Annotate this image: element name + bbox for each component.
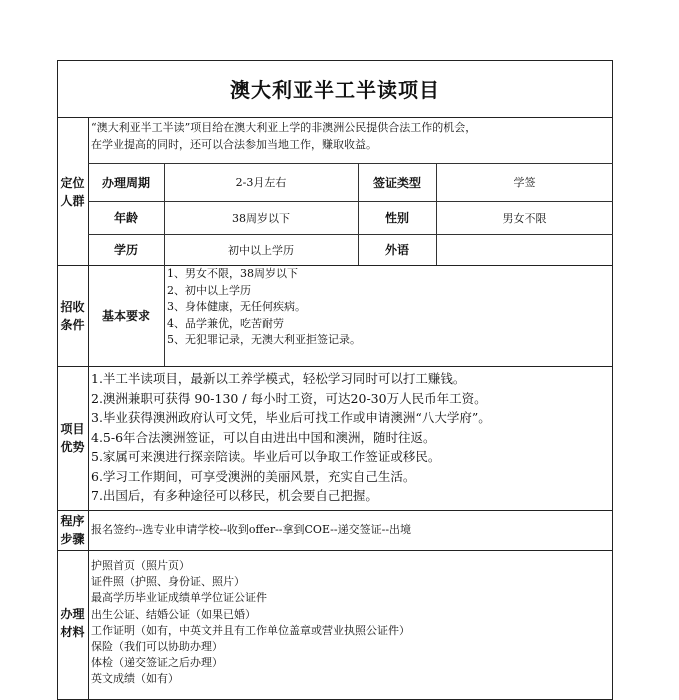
list-item: 护照首页（照片页） [91,559,190,572]
key-education: 学历 [113,243,138,257]
label-line: 项目 [60,422,85,436]
materials-list [91,558,410,688]
list-item: 体检（递交签证之后办理） [91,656,223,670]
list-item: 证件照（护照、身份证、照片） [91,575,245,589]
section-label-recruit [57,265,88,366]
list-item: 最高学历毕业证成绩单学位证公证件 [91,591,267,605]
label-line: 条件 [60,317,85,332]
grid-line [164,265,165,366]
divider-advantages [57,366,613,367]
label-line: 材料 [60,624,85,639]
list-item: 1、男女不限，38周岁以下 [167,267,298,280]
section-label-materials [57,550,88,695]
list-item: 3.毕业获得澳洲政府认可文凭，毕业后可找工作或申请澳洲“八大学府”。 [91,410,491,425]
section-label-positioning [57,118,88,265]
intro-line: “澳大利亚半工半读”项目给在澳大利亚上学的非澳洲公民提供合法工作的机会， [91,121,477,134]
list-item: 1.半工半读项目，最新以工养学模式，轻松学习同时可以打工赚钱。 [91,371,466,386]
procedure-steps: 报名签约--选专业申请学校--收到offer--拿到COE--递交签证--出境 [91,523,412,536]
value-visa-type: 学签 [513,176,536,189]
value-education: 初中以上学历 [228,243,294,257]
key-visa-type: 签证类型 [372,175,421,190]
key-processing-period: 办理周期 [101,175,150,190]
list-item: 2.澳洲兼职可获得 90-130 / 每小时工资，可达20-30万人民币年工资。 [91,390,487,406]
list-item: 4、品学兼优，吃苦耐劳 [167,316,284,330]
list-item: 5、无犯罪记录，无澳大利亚拒签记录。 [167,333,361,346]
list-item: 5.家属可来澳进行探亲陪读。毕业后可以争取工作签证或移民。 [91,449,441,464]
divider-materials [57,550,613,551]
value-age: 38周岁以下 [232,211,290,225]
list-item: 7.出国后，有多种途径可以移民，机会要自己把握。 [91,488,378,503]
section-label-advantages [57,366,88,510]
list-item: 出生公证、结婚公证（如果已婚） [91,607,256,621]
value-processing-period: 2-3月左右 [235,176,287,189]
label-line: 优势 [60,440,85,454]
key-foreign-language: 外语 [384,243,409,257]
key-age: 年龄 [113,211,138,225]
divider-procedure [57,510,613,511]
label-line: 人群 [60,193,85,208]
advantages-list [91,369,491,506]
list-item: 6.学习工作期间，可享受澳洲的美丽风景，充实自己生活。 [91,468,416,484]
section-label-procedure [57,510,88,550]
list-item: 3、身体健康，无任何疾病。 [167,300,306,313]
requirements-list [167,266,361,349]
list-item: 英文成绩（如有） [91,672,179,686]
list-item: 工作证明（如有，中英文并且有工作单位盖章或营业执照公证件） [91,623,410,637]
label-line: 招收 [60,299,85,314]
label-line: 办理 [60,606,85,621]
basic-requirements-label: 基本要求 [101,309,150,323]
intro-line: 在学业提高的同时，还可以合法参加当地工作，赚取收益。 [91,137,377,151]
list-item: 2、初中以上学历 [167,283,251,297]
label-line: 步骤 [60,532,85,546]
page-title: 澳大利亚半工半读项目 [57,60,613,118]
value-gender: 男女不限 [502,211,547,225]
key-gender: 性别 [384,211,409,225]
value-foreign-language [436,234,613,265]
list-item: 保险（我们可以协助办理） [91,640,223,654]
list-item: 4.5-6年合法澳洲签证，可以自由进出中国和澳洲，随时往返。 [91,429,436,445]
positioning-intro [91,120,476,153]
label-line: 程序 [60,514,85,528]
label-line: 定位 [60,175,85,190]
